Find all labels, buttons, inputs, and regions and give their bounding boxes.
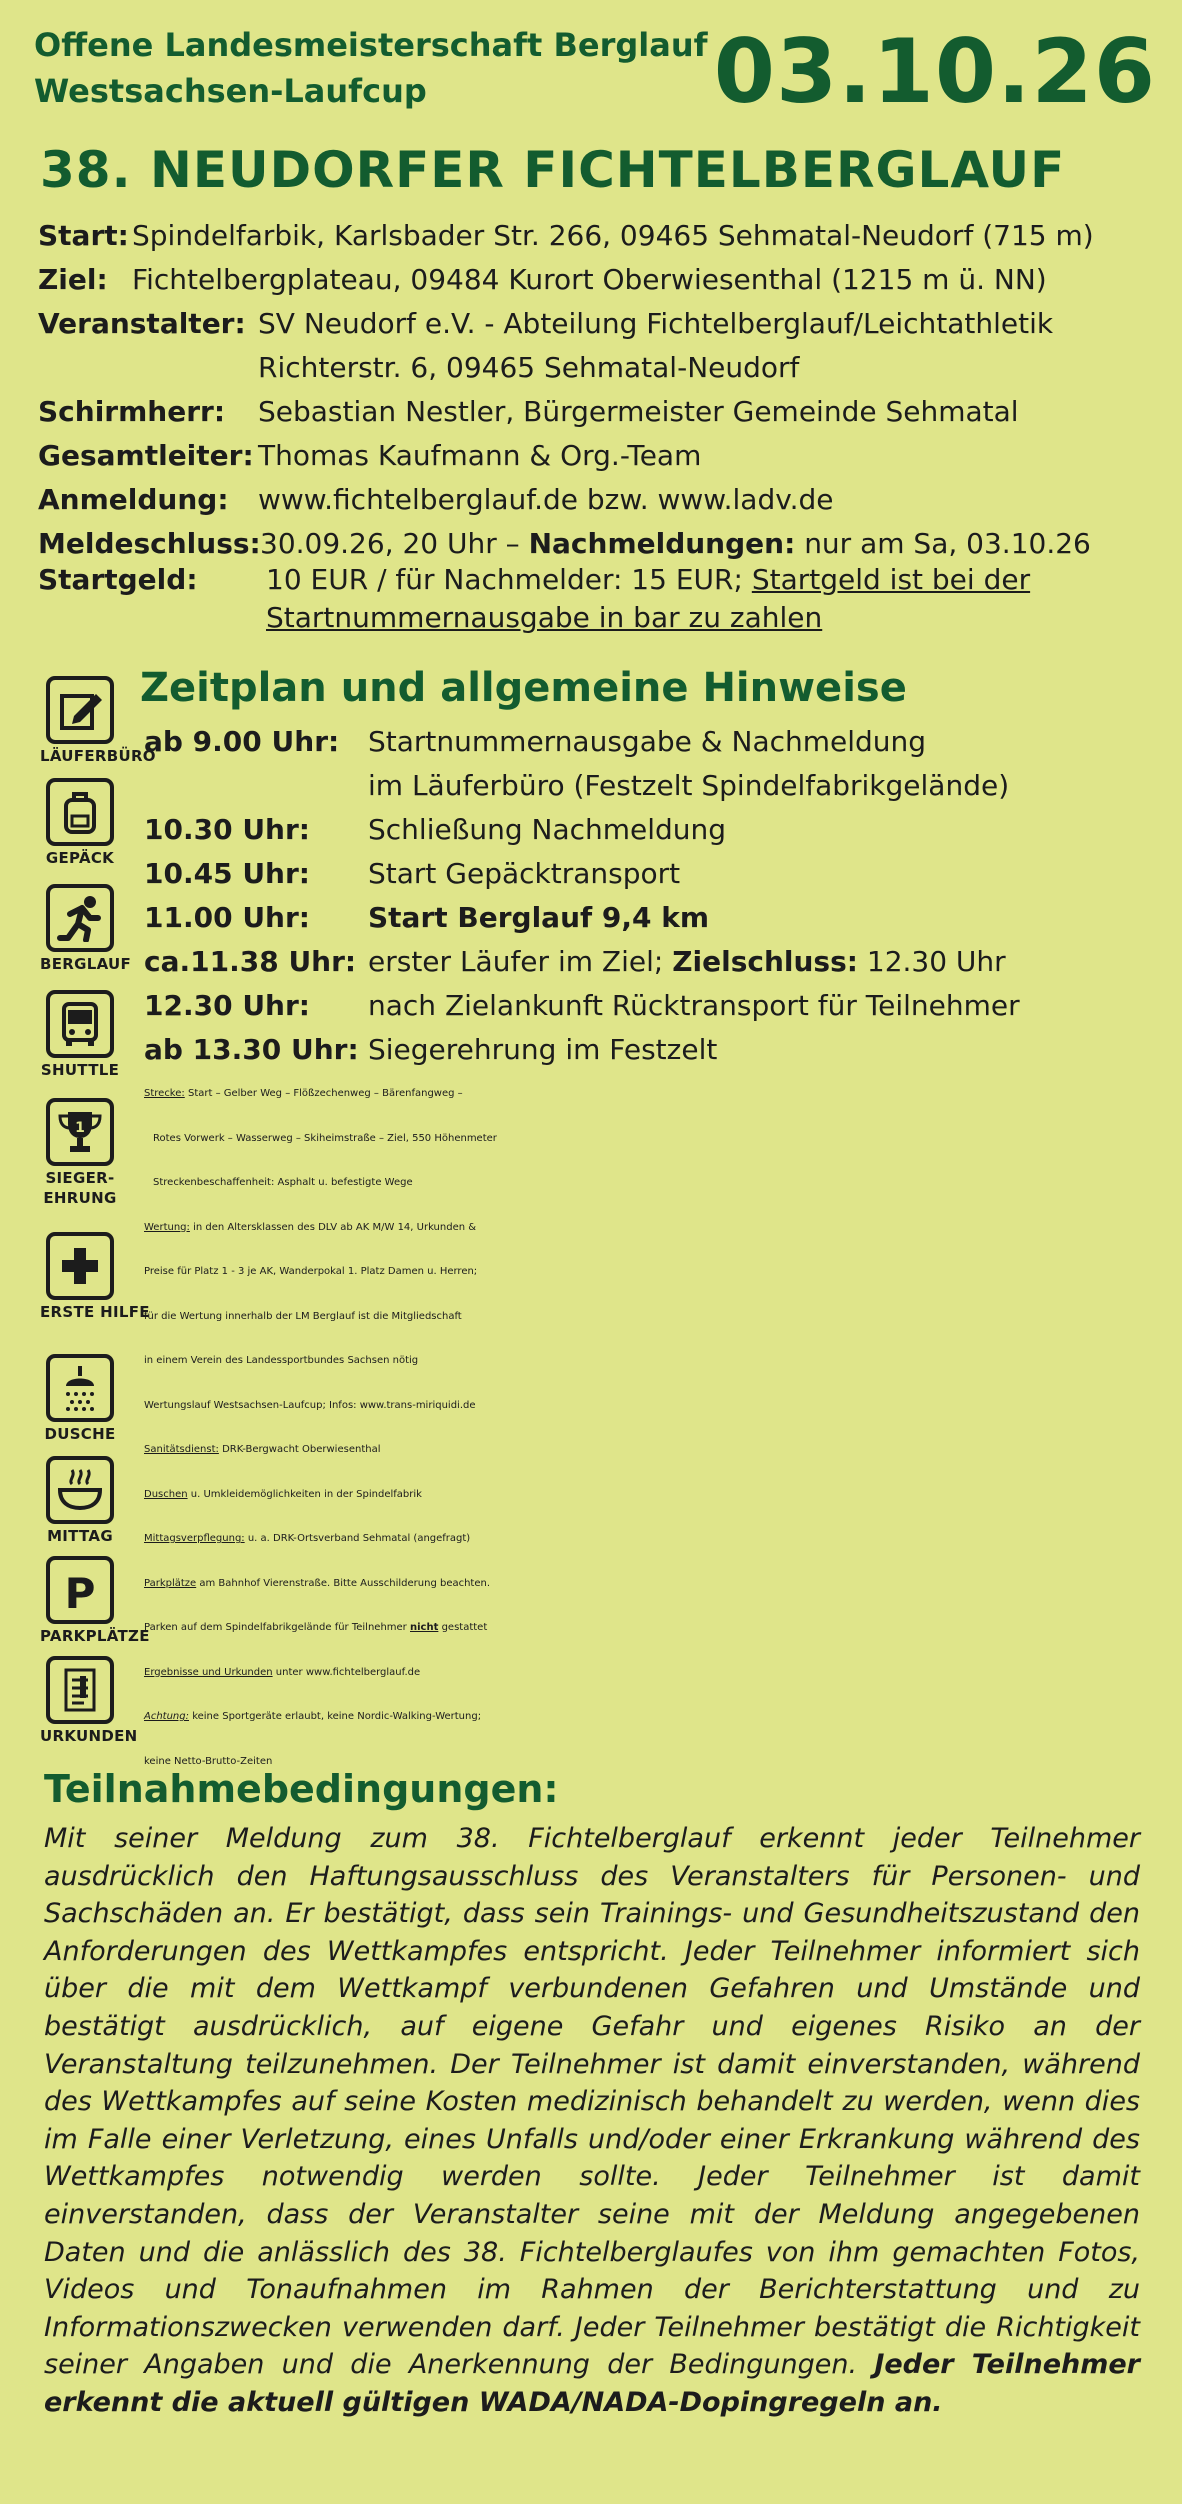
page-title: 38. NEUDORFER FICHTELBERGLAUF (40, 141, 1066, 199)
svg-text:1: 1 (75, 1120, 85, 1136)
notes-block: Strecke: Start – Gelber Weg – Flößzechenweg – Bärenfangweg – Rotes Vorwerk – Wasserweg – Skiheimstraße – Ziel, 550 Höhenmeter Streckenbeschaffenheit: Asphalt u. befestigte Wege Wertung: in den Altersklassen des DLV ab AK M/W 14, Urkunden & Preise für Platz 1 - 3 je AK, Wanderpokal 1. Platz Damen u. Herren; für die Wertung innerhalb der LM Berglauf ist die Mitgliedschaft in einem Verein des Landessportbundes Sachsen nötig Wertungslauf Westsachsen-Laufcup; Infos: www.trans-miriquidi.de Sanitätsdienst: DRK-Bergwacht Oberwiesenthal Duschen u. Umkleidemöglichkeiten in der Spindelfabrik Mittagsverpflegung: u. a. DRK-Ortsverband Sehmatal (angefragt) Parkplätze am Bahnhof Vierenstraße. Bitte Ausschilderung beachten. Parken auf dem Spindelfabrikgelände für Teilnehmer nicht gestattet Ergebnisse und Urkunden unter www.fichtelberglauf.de Achtung: keine Sportgeräte erlaubt, keine Nordic-Walking-Wertung; keine Netto-Brutto-Zeiten (144, 1088, 497, 1767)
runner-icon (56, 894, 104, 942)
schirmherr-label: Schirmherr: (38, 395, 226, 428)
icon-mittag (40, 1456, 120, 1546)
anmeldung-value: www.fichtelberglauf.de bzw. www.ladv.de (258, 483, 834, 516)
icon-gepaeck (40, 778, 120, 868)
caption-gepaeck: GEPÄCK (45, 849, 115, 867)
icon-berglauf (40, 884, 132, 974)
conditions-text: Mit seiner Meldung zum 38. Fichtelberglauf erkennt jeder Teilnehmer ausdrücklich den Haftungsausschluss des Veranstalters für Personen- und Sachschäden an. Er bestätigt, dass sein Trainings- und Gesundheitszustand den Anforderungen des Wettkampfes entspricht. Jeder Teilnehmer informiert sich über die mit dem Wettkampf verbundenen Gefahren und Umstände und bestätigt ausdrücklich, auf eigene Gefahr und eigenes Risiko an der Veranstaltung teilzunehmen. Der Teilnehmer ist damit einverstanden, während des Wettkampfes auf seine Kosten medizinisch behandelt zu werden, wenn dies im Falle einer Verletzung, eines Unfalls und/oder einer Erkrankung während des Wettkampfes notwendig werden sollte. Jeder Teilnehmer ist damit einverstanden, dass der Veranstalter seine mit der Meldung angegebenen Daten und die anlässlich des 38. Fichtelberglaufes von ihm gemachten Fotos, Videos und Tonaufnahmen im Rahmen der Berichterstattung und zu Informationszwecken verwenden darf. Jeder Teilnehmer bestätigt die Richtigkeit seiner Angaben und die Anerkennung der Bedingungen. Jeder Teilnehmer erkennt die aktuell gültigen WADA/NADA-Dopingregeln an. (44, 1823, 1140, 2418)
parking-icon (56, 1566, 104, 1614)
startgeld-note-1: Startgeld ist bei der (751, 563, 1031, 596)
caption-dusche: DUSCHE (44, 1425, 116, 1443)
certificate-icon (56, 1666, 104, 1714)
ziel-value: Fichtelbergplateau, 09484 Kurort Oberwiesenthal (1215 m ü. NN) (132, 263, 1047, 296)
laeuferbuero-icon (56, 686, 104, 734)
icon-laeuferbuero (40, 676, 156, 766)
park-label: Parkplätze (144, 1577, 197, 1589)
mittag-label: Mittagsverpflegung: (144, 1533, 245, 1544)
startgeld-note-2: Startnummernausgabe in bar zu zahlen (266, 601, 823, 634)
shower-icon (56, 1364, 104, 1412)
meldeschluss-value: 30.09.26, 20 Uhr – (260, 527, 520, 560)
sanitaet-label: Sanitätsdienst: (144, 1444, 219, 1455)
start-label: Start: (38, 219, 129, 252)
achtung-label: Achtung: (144, 1711, 189, 1722)
caption-shuttle: SHUTTLE (40, 1061, 120, 1079)
header-subtitle (34, 22, 708, 114)
ziel-label: Ziel: (38, 263, 108, 296)
startgeld-value: 10 EUR / für Nachmelder: 15 EUR; (266, 563, 743, 596)
icon-dusche (40, 1354, 120, 1444)
schedule-title: Zeitplan und allgemeine Hinweise (140, 665, 907, 711)
bowl-icon (56, 1466, 104, 1514)
icon-urkunden (40, 1656, 138, 1746)
caption-berglauf: BERGLAUF (40, 955, 132, 973)
caption-parkplaetze: PARKPLÄTZE (40, 1627, 150, 1645)
icon-shuttle (40, 990, 120, 1080)
gesamtleiter-value: Thomas Kaufmann & Org.-Team (258, 439, 702, 472)
conditions-doping: Jeder Teilnehmer erkennt die aktuell gültigen WADA/NADA-Dopingregeln an. (44, 2349, 1140, 2418)
bus-icon (56, 1000, 104, 1048)
icon-erste-hilfe (40, 1232, 150, 1322)
header-line-2: Westsachsen-Laufcup (34, 72, 427, 110)
header-line-1: Offene Landesmeisterschaft Berglauf (34, 26, 708, 64)
anmeldung-label: Anmeldung: (38, 483, 229, 516)
gesamtleiter-label: Gesamtleiter: (38, 439, 254, 472)
svg-text:P: P (64, 1569, 96, 1614)
caption-urkunden: URKUNDEN (40, 1727, 138, 1745)
meldeschluss-label: Meldeschluss: (38, 527, 261, 560)
caption-laeuferbuero: LÄUFERBÜRO (40, 747, 156, 765)
caption-erste-hilfe: ERSTE HILFE (40, 1303, 150, 1321)
conditions-title: Teilnahmebedingungen: (44, 1767, 559, 1811)
nachmeldungen-label: Nachmeldungen: (528, 527, 796, 560)
veranstalter-value-2: Richterstr. 6, 09465 Sehmatal-Neudorf (258, 351, 800, 384)
caption-mittag: MITTAG (47, 1527, 113, 1545)
schirmherr-value: Sebastian Nestler, Bürgermeister Gemeinde Sehmatal (258, 395, 1019, 428)
wertung-label: Wertung: (144, 1221, 190, 1233)
strecke-label: Strecke: (144, 1088, 185, 1099)
event-date: 03.10.26 (713, 20, 1156, 123)
duschen-label: Duschen (144, 1488, 188, 1500)
veranstalter-label: Veranstalter: (38, 307, 246, 340)
startgeld-label: Startgeld: (38, 563, 198, 596)
trophy-icon (56, 1108, 104, 1156)
start-value: Spindelfarbik, Karlsbader Str. 266, 09465 Sehmatal-Neudorf (715 m) (132, 219, 1094, 252)
caption-siegerehrung-2: EHRUNG (43, 1189, 117, 1207)
first-aid-icon (56, 1242, 104, 1290)
backpack-icon (56, 788, 104, 836)
veranstalter-value-1: SV Neudorf e.V. - Abteilung Fichtelberglauf/Leichtathletik (258, 307, 1054, 340)
icon-siegerehrung (40, 1098, 120, 1208)
icon-parkplaetze (40, 1556, 150, 1646)
caption-siegerehrung-1: SIEGER- (45, 1169, 115, 1187)
nachmeldungen-value: nur am Sa, 03.10.26 (804, 527, 1091, 560)
ergebnis-label: Ergebnisse und Urkunden (144, 1666, 273, 1678)
